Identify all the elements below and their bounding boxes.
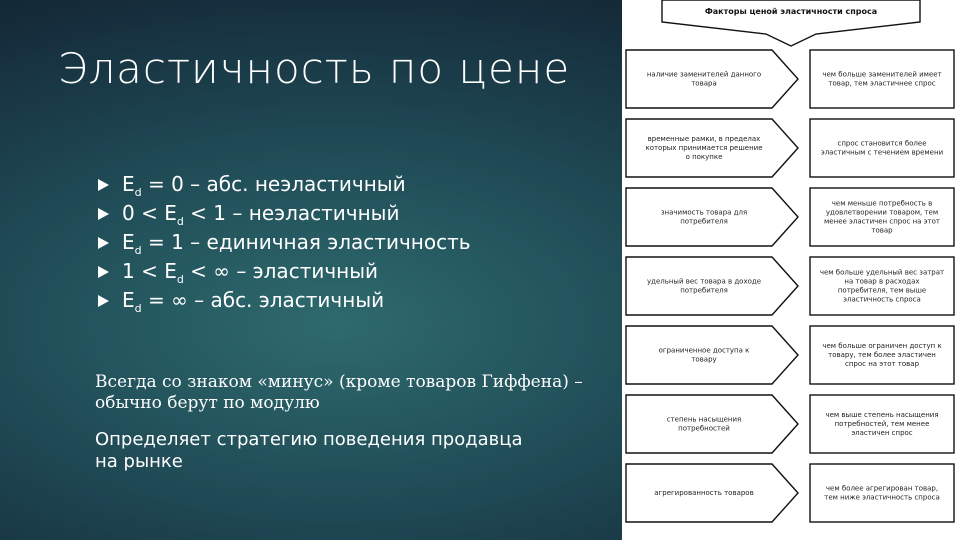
list-item: $E_d$ = ∞ – абс. эластичный bbox=[98, 286, 471, 315]
effect-label: спрос становится более эластичным с течением времени bbox=[820, 139, 944, 157]
effect-label: чем выше степень насыщения потребностей, тем менее эластичен спрос bbox=[825, 411, 939, 437]
effect-label: чем больше ограничен доступ к товару, тем более эластичен спрос на этот товар bbox=[822, 342, 942, 368]
list-item: $0 < E_d < 1$ – неэластичный bbox=[98, 199, 471, 228]
factor-label: степень насыщения потребностей bbox=[666, 415, 742, 433]
factor-label: наличие заменителей данного товара bbox=[646, 70, 762, 88]
list-item: $E_d = 0$ – абс. неэластичный bbox=[98, 170, 471, 199]
factor-label: временные рамки, в пределах которых принимается решение о покупке bbox=[645, 135, 763, 161]
bullet-arrow-icon bbox=[98, 266, 109, 278]
bullet-arrow-icon bbox=[98, 295, 109, 307]
factor-label: ограниченное доступа к товару bbox=[658, 346, 750, 364]
factor-label: значимость товара для потребителя bbox=[660, 208, 748, 226]
list-item: $E_d = 1$ – единичная эластичность bbox=[98, 228, 471, 257]
strategy-note: Определяет стратегию поведения продавца на рынке bbox=[95, 429, 523, 472]
diagram-header: Факторы ценой эластичности спроса bbox=[704, 7, 878, 16]
elasticity-factors-diagram bbox=[622, 0, 960, 540]
bullet-arrow-icon bbox=[98, 237, 109, 249]
factor-label: удельный вес товара в доходе потребителя bbox=[646, 277, 762, 295]
effect-label: чем больше удельный вес затрат на товар в расходах потребителя, тем выше эластичность спроса bbox=[819, 268, 945, 304]
elasticity-list bbox=[98, 170, 471, 315]
factor-label: агрегированность товаров bbox=[654, 489, 754, 497]
list-item: $1 < E_d$ < ∞ – эластичный bbox=[98, 257, 471, 286]
effect-label: чем более агрегирован товар, тем ниже эластичность спроса bbox=[824, 484, 940, 502]
bullet-arrow-icon bbox=[98, 208, 109, 220]
effect-label: чем меньше потребность в удовлетворении товаром, тем менее эластичен спрос на этот товар bbox=[824, 199, 940, 235]
slide-title: Эластичность по цене bbox=[58, 44, 571, 93]
sign-note: Всегда со знаком «минус» (кроме товаров Гиффена) – обычно берут по модулю bbox=[95, 372, 583, 413]
bullet-arrow-icon bbox=[98, 179, 109, 191]
effect-label: чем больше заменителей имеет товар, тем эластичнее спрос bbox=[822, 70, 942, 88]
